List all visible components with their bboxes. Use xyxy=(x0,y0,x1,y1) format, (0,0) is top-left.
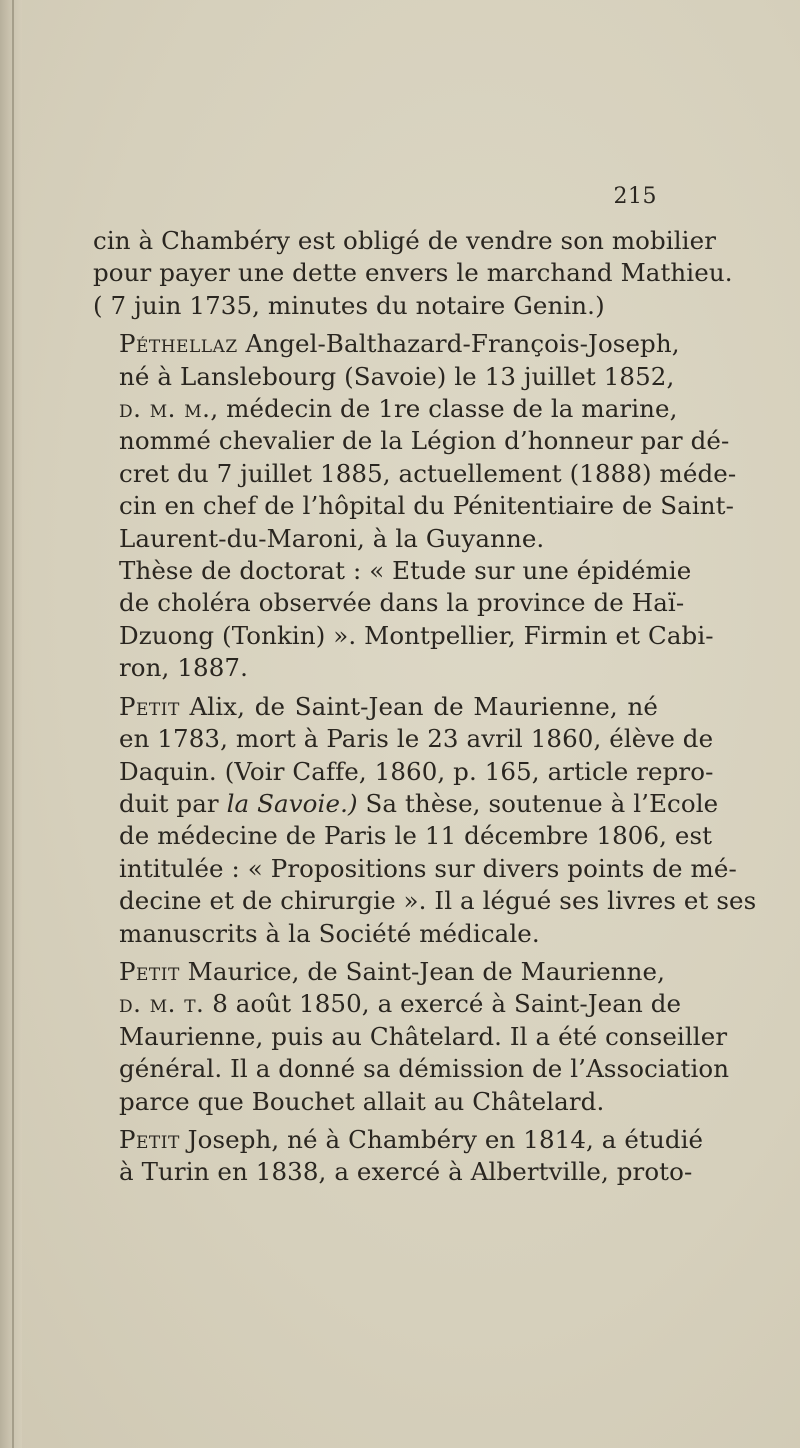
text-line: nommé chevalier de la Légion d’honneur par dé- xyxy=(119,426,730,456)
entry-petit-joseph xyxy=(93,1124,704,1189)
entry-name: Péthellaz xyxy=(119,329,238,359)
entry-petit-alix xyxy=(93,691,757,950)
page-number: 215 xyxy=(613,184,657,209)
text-line: ( 7 juin 1735, minutes du notaire Genin.) xyxy=(93,290,605,320)
text-line: Thèse de doctorat : « Etude sur une épidémie xyxy=(119,556,692,586)
text-line: ron, 1887. xyxy=(119,653,248,683)
text-line: duit par la Savoie.) Sa thèse, soutenue à l’Ecole xyxy=(119,788,719,818)
text-line: d. m. m., médecin de 1re classe de la marine, xyxy=(119,394,678,424)
text-line: Dzuong (Tonkin) ». Montpellier, Firmin et Cabi- xyxy=(119,620,714,650)
text-line: Petit Maurice, de Saint-Jean de Maurienne, xyxy=(119,956,666,986)
text-line: Petit Joseph, né à Chambéry en 1814, a étudié xyxy=(119,1124,704,1154)
text-line: Daquin. (Voir Caffe, 1860, p. 165, article repro- xyxy=(119,756,714,786)
text-line: cin en chef de l’hôpital du Pénitentiaire de Saint- xyxy=(119,491,734,521)
text-line: à Turin en 1838, a exercé à Albertville, proto- xyxy=(119,1157,693,1187)
body-text xyxy=(93,225,757,1189)
text-line: cret du 7 juillet 1885, actuellement (1888) méde- xyxy=(119,458,737,488)
text-line: Péthellaz Angel-Balthazard-François-Joseph, xyxy=(119,329,680,359)
text-line: né à Lanslebourg (Savoie) le 13 juillet 1852, xyxy=(119,361,675,391)
text-line: d. m. t. 8 août 1850, a exercé à Saint-Jean de xyxy=(119,989,682,1019)
text-line: parce que Bouchet allait au Châtelard. xyxy=(119,1086,605,1116)
entry-name: Petit xyxy=(119,691,180,721)
page-gutter xyxy=(0,0,22,1448)
text-line: intitulée : « Propositions sur divers points de mé- xyxy=(119,853,737,883)
entry-name: Petit xyxy=(119,956,180,986)
text-line: en 1783, mort à Paris le 23 avril 1860, élève de xyxy=(119,724,714,754)
text-line: decine et de chirurgie ». Il a légué ses livres et ses xyxy=(119,886,757,916)
degree-abbrev: d. m. t. xyxy=(119,989,205,1019)
text-line: Laurent-du-Maroni, à la Guyanne. xyxy=(119,523,545,553)
gutter-line xyxy=(12,0,14,1448)
thesis-paragraph xyxy=(93,555,714,685)
paragraph-continuation xyxy=(93,225,733,322)
entry-name: Petit xyxy=(119,1124,180,1154)
entry-petit-maurice xyxy=(93,956,730,1118)
italic-title: la Savoie.) xyxy=(226,788,358,818)
text-line: Maurienne, puis au Châtelard. Il a été conseiller xyxy=(119,1021,728,1051)
text-line: Petit Alix, de Saint-Jean de Maurienne, né xyxy=(119,691,658,721)
entry-pethellaz xyxy=(93,328,737,555)
text-line: pour payer une dette envers le marchand Mathieu. xyxy=(93,258,733,288)
degree-abbrev: d. m. m. xyxy=(119,394,211,424)
text-line: de médecine de Paris le 11 décembre 1806, est xyxy=(119,821,713,851)
text-line: cin à Chambéry est obligé de vendre son mobilier xyxy=(93,226,717,255)
text-line: général. Il a donné sa démission de l’Association xyxy=(119,1054,730,1084)
text-line: de choléra observée dans la province de Haï- xyxy=(119,588,685,618)
text-line: manuscrits à la Société médicale. xyxy=(119,918,540,948)
